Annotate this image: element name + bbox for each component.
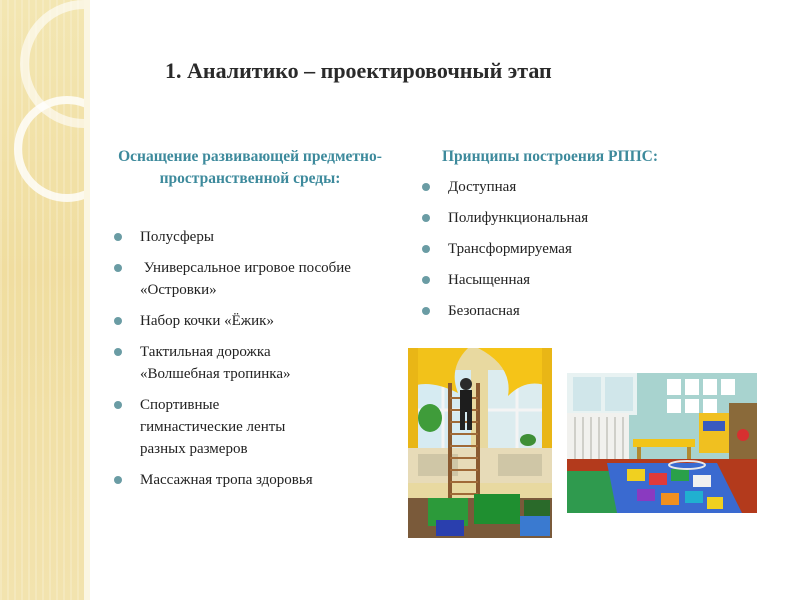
bullet-icon	[422, 276, 430, 284]
bullet-icon	[114, 401, 122, 409]
bullet-icon	[114, 264, 122, 272]
list-item: Полусферы	[112, 226, 382, 248]
bullet-icon	[422, 245, 430, 253]
list-item: Насыщенная	[420, 269, 750, 291]
decorative-side-band	[0, 0, 90, 600]
list-item: Спортивные гимнастические ленты разных размеров	[112, 394, 382, 460]
list-item: Полифункциональная	[420, 207, 750, 229]
bullet-icon	[422, 214, 430, 222]
list-item: Безопасная	[420, 300, 750, 322]
list-item: Доступная	[420, 176, 750, 198]
list-item: Тактильная дорожка «Волшебная тропинка»	[112, 341, 382, 385]
bullet-icon	[114, 233, 122, 241]
gym-room-photo	[408, 348, 552, 538]
slide-title: 1. Аналитико – проектировочный этап	[165, 58, 552, 83]
bullet-icon	[114, 476, 122, 484]
left-heading: Оснащение развивающей предметно-пространственной среды:	[118, 148, 382, 187]
bullet-icon	[114, 317, 122, 325]
equipment-list	[112, 226, 382, 500]
right-heading: Принципы построения РППС:	[442, 148, 658, 165]
play-room-photo	[567, 373, 757, 513]
list-item: Массажная тропа здоровья	[112, 469, 382, 491]
list-item: Набор кочки «Ёжик»	[112, 310, 382, 332]
side-band-edge	[84, 0, 90, 600]
principles-list	[420, 176, 750, 331]
bullet-icon	[114, 348, 122, 356]
list-item: Универсальное игровое пособие «Островки»	[112, 257, 382, 301]
list-item: Трансформируемая	[420, 238, 750, 260]
bullet-icon	[422, 183, 430, 191]
bullet-icon	[422, 307, 430, 315]
